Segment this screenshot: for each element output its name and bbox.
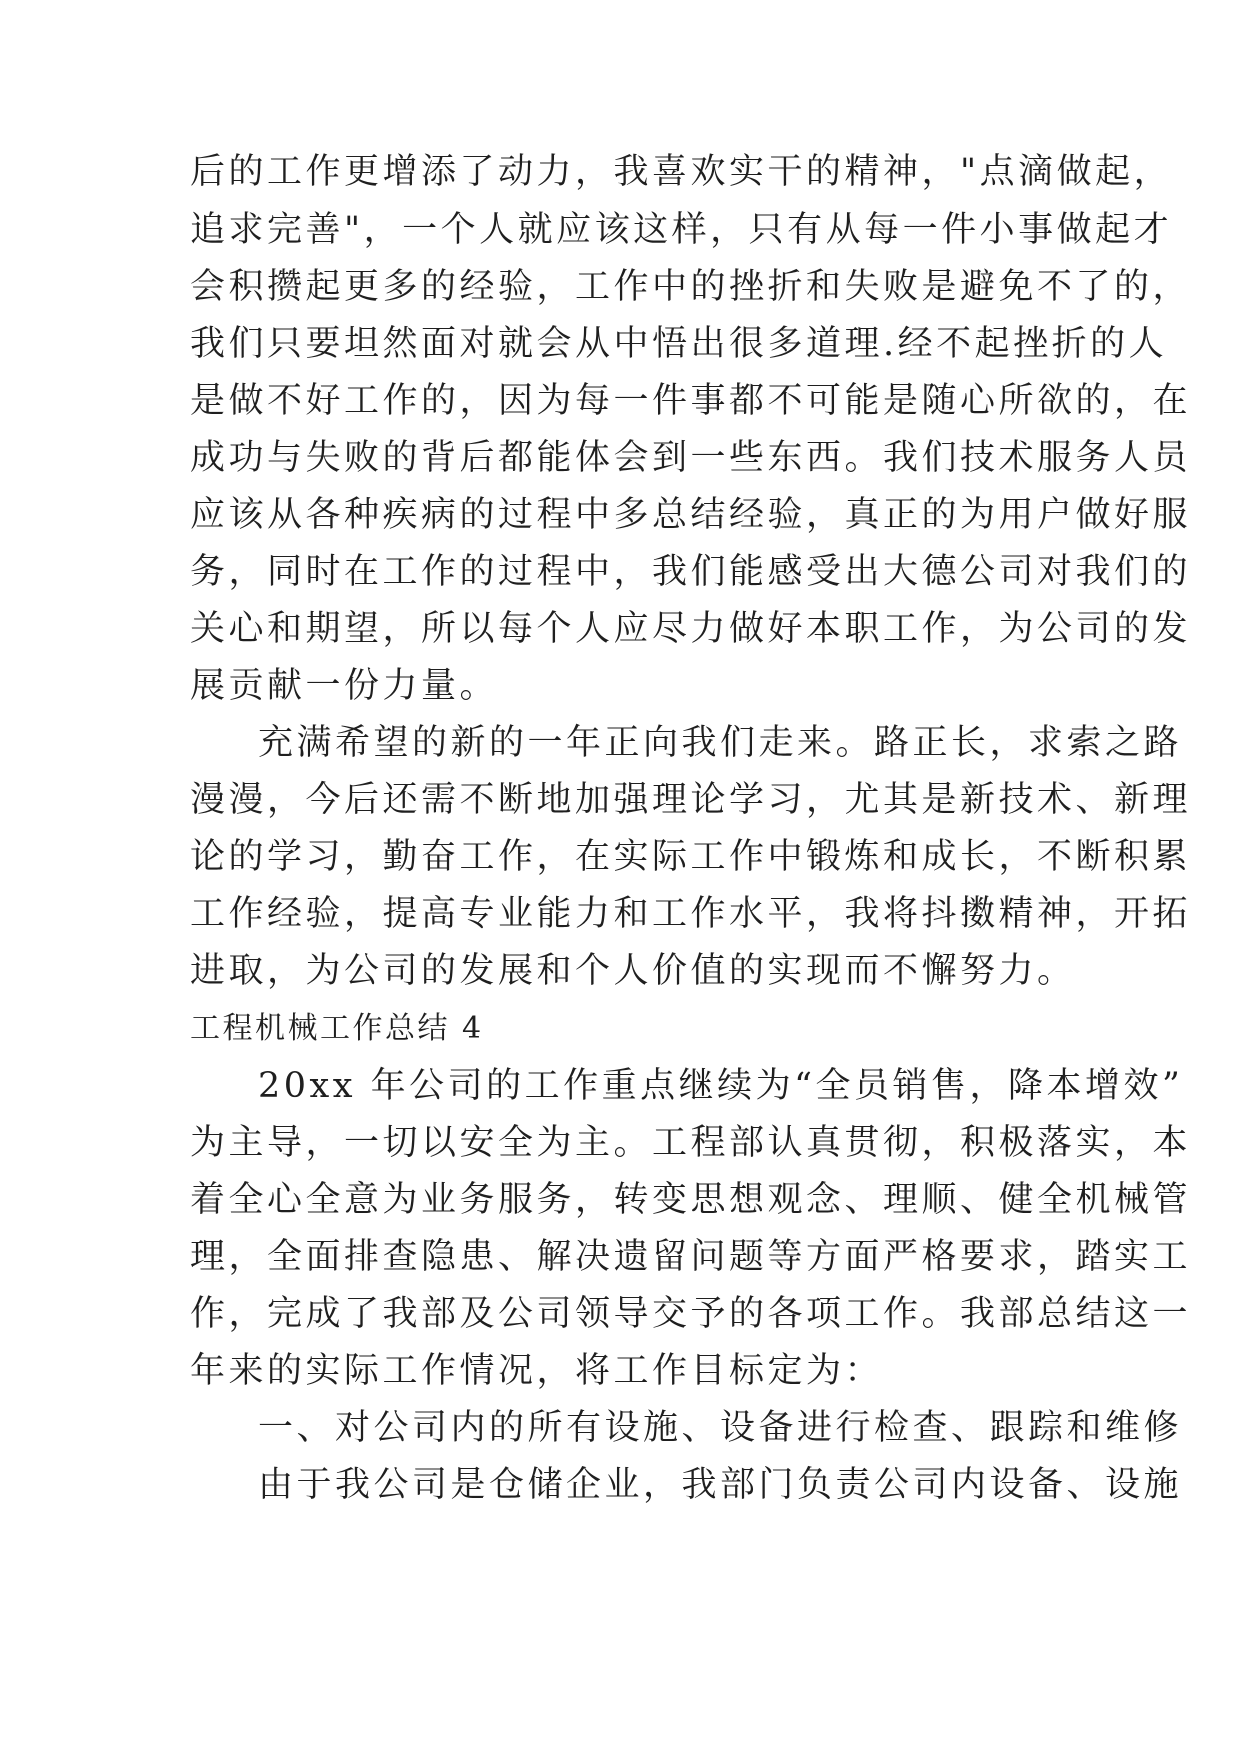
text-line: 成功与失败的背后都能体会到一些东西。我们技术服务人员 (190, 438, 1192, 478)
text-line: 后的工作更增添了动力，我喜欢实干的精神，"点滴做起， (190, 152, 1173, 192)
text-line: 理，全面排查隐患、解决遗留问题等方面严格要求，踏实工 (190, 1237, 1192, 1277)
text-line: 着全心全意为业务服务，转变思想观念、理顺、健全机械管 (190, 1180, 1192, 1220)
text-line: 是做不好工作的，因为每一件事都不可能是随心所欲的，在 (190, 381, 1192, 421)
text-line: 工作经验，提高专业能力和工作水平，我将抖擞精神，开拓 (190, 894, 1192, 934)
text-line: 应该从各种疾病的过程中多总结经验，真正的为用户做好服 (190, 495, 1192, 535)
section-heading: 工程机械工作总结 4 (190, 1011, 484, 1046)
text-line: 展贡献一份力量。 (190, 666, 499, 706)
paragraph-start-line: 由于我公司是仓储企业，我部门负责公司内设备、设施 (258, 1465, 1183, 1505)
text-line: 进取，为公司的发展和个人价值的实现而不懈努力。 (190, 951, 1076, 991)
paragraph-start-line: 20xx 年公司的工作重点继续为“全员销售，降本增效” (258, 1066, 1184, 1106)
text-line: 作，完成了我部及公司领导交予的各项工作。我部总结这一 (190, 1294, 1192, 1334)
text-line: 务，同时在工作的过程中，我们能感受出大德公司对我们的 (190, 552, 1192, 592)
text-line: 论的学习，勤奋工作，在实际工作中锻炼和成长，不断积累 (190, 837, 1192, 877)
text-line: 追求完善"，一个人就应该这样，只有从每一件小事做起才 (190, 210, 1173, 250)
text-line: 漫漫，今后还需不断地加强理论学习，尤其是新技术、新理 (190, 780, 1192, 820)
subsection-heading: 一、对公司内的所有设施、设备进行检查、跟踪和维修 (258, 1408, 1183, 1448)
text-line: 年来的实际工作情况，将工作目标定为： (190, 1351, 884, 1391)
paragraph-start-line: 充满希望的新的一年正向我们走来。路正长，求索之路 (258, 723, 1183, 763)
text-line: 会积攒起更多的经验，工作中的挫折和失败是避免不了的， (190, 267, 1192, 307)
text-line: 关心和期望，所以每个人应尽力做好本职工作，为公司的发 (190, 609, 1192, 649)
text-line: 为主导，一切以安全为主。工程部认真贯彻，积极落实，本 (190, 1123, 1192, 1163)
text-line: 我们只要坦然面对就会从中悟出很多道理.经不起挫折的人 (190, 324, 1168, 364)
